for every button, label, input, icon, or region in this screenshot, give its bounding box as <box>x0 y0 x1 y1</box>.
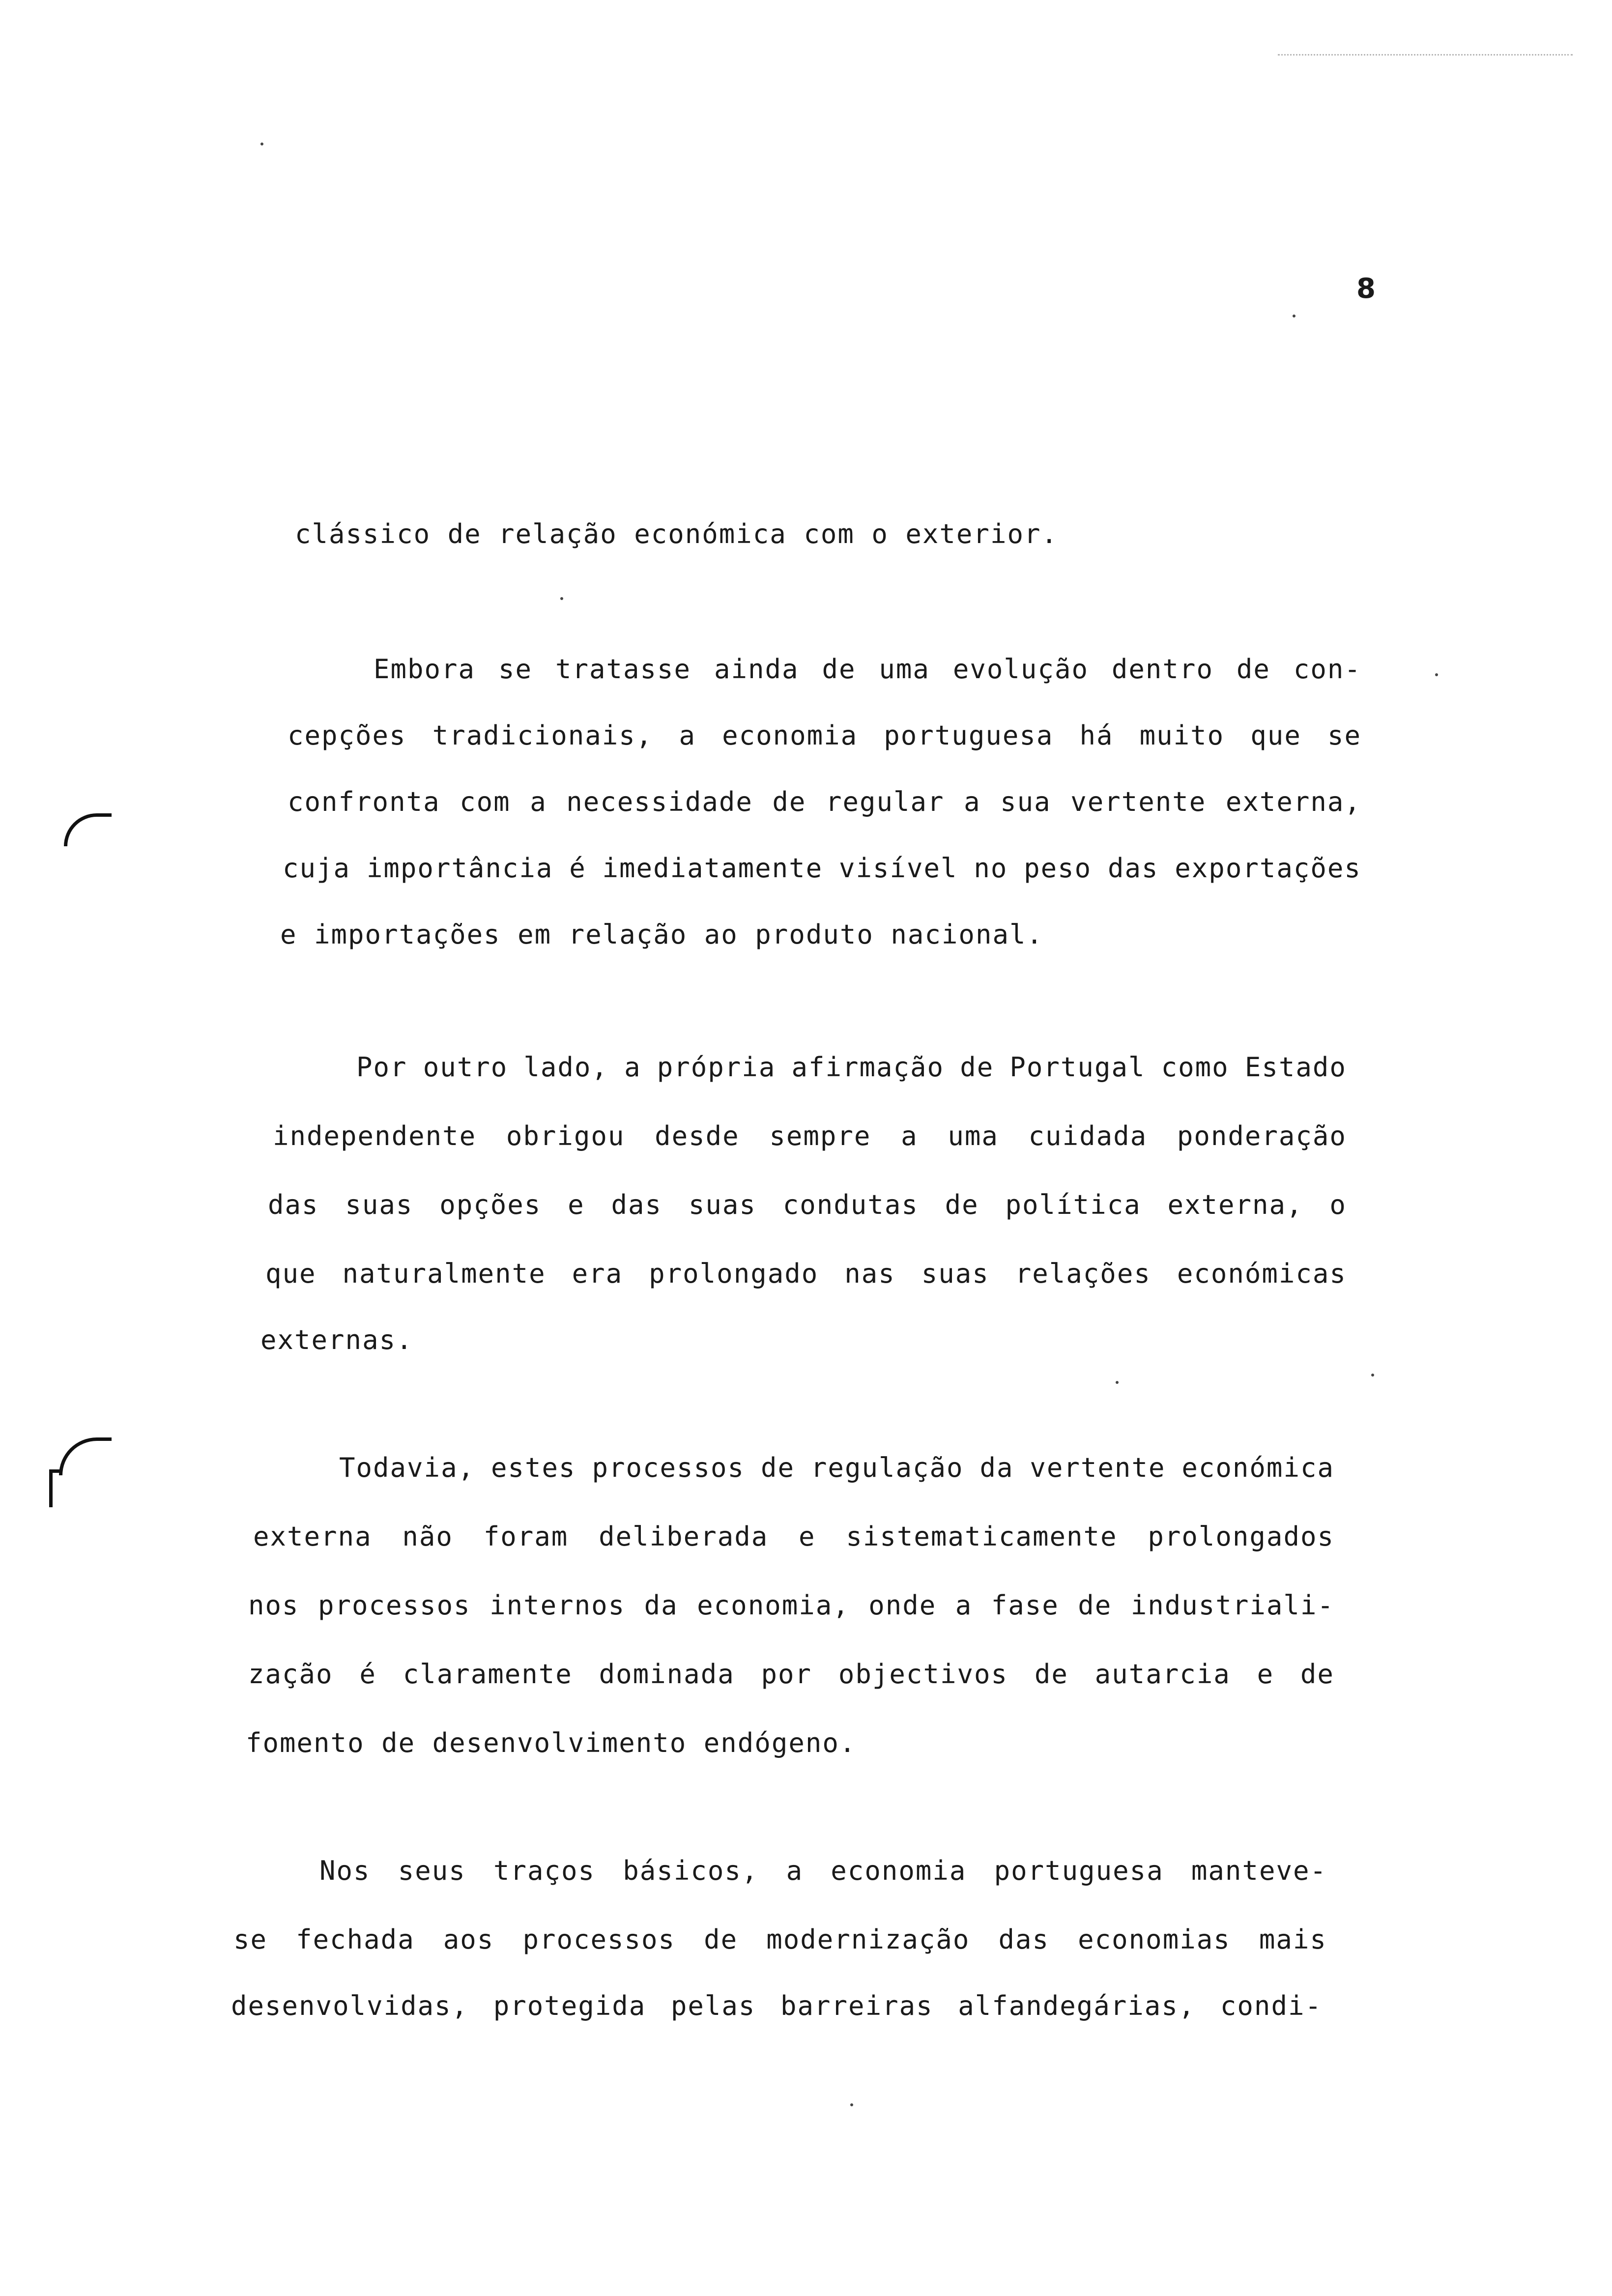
word: lado, <box>523 1052 608 1083</box>
word: desenvolvidas, <box>231 1990 469 2021</box>
page-number: 8 <box>1356 273 1376 305</box>
word: evolução <box>952 654 1089 685</box>
word: pelas <box>670 1990 756 2021</box>
word: é <box>359 1659 376 1690</box>
text-line <box>268 1189 1347 1220</box>
word: alfandegárias, <box>958 1990 1196 2021</box>
text-line <box>231 1990 1322 2021</box>
word: suas <box>345 1189 413 1220</box>
scan-speck <box>1371 1374 1374 1377</box>
word: muito <box>1139 720 1225 751</box>
word: de <box>1034 1659 1068 1690</box>
word: sempre <box>769 1120 871 1151</box>
text-line: externas. <box>260 1324 413 1355</box>
scan-speck <box>850 2103 853 2106</box>
word: Portugal <box>1009 1052 1146 1083</box>
text-line <box>248 1661 1334 1688</box>
word: regular <box>825 786 945 817</box>
word: externa, <box>1225 786 1361 817</box>
text-line <box>283 855 1361 882</box>
word: estes <box>491 1452 576 1483</box>
word: sistematicamente <box>846 1521 1118 1552</box>
word: traços <box>493 1855 596 1886</box>
word: outro <box>423 1052 508 1083</box>
text-line <box>265 1258 1347 1289</box>
word: relações <box>1015 1258 1151 1289</box>
word: que <box>1250 720 1301 751</box>
word: não <box>402 1521 453 1552</box>
word: externa <box>253 1521 372 1552</box>
word: tratasse <box>555 654 691 685</box>
word: se <box>1327 720 1361 751</box>
word: autarcia <box>1094 1659 1231 1690</box>
word: internos <box>489 1590 626 1621</box>
word: seus <box>398 1855 466 1886</box>
word: prolongado <box>649 1258 819 1289</box>
word: economia <box>722 720 858 751</box>
word: que <box>265 1258 317 1289</box>
scan-speck <box>1435 673 1438 676</box>
text-line <box>374 656 1361 683</box>
word: tradicionais, <box>432 720 653 751</box>
scan-speck <box>1293 315 1295 317</box>
word: deliberada <box>599 1521 769 1552</box>
word: própria <box>657 1052 776 1083</box>
word: afirmação <box>791 1052 945 1083</box>
word: de <box>822 654 856 685</box>
word: de <box>1236 654 1270 685</box>
word: com <box>460 786 511 817</box>
word: por <box>761 1659 812 1690</box>
text-line: e importações em relação ao produto nacional. <box>280 919 1043 950</box>
word: claramente <box>403 1659 573 1690</box>
word: obrigou <box>506 1120 625 1151</box>
word: no <box>974 853 1008 884</box>
word: cuidada <box>1028 1120 1148 1151</box>
word: condutas <box>782 1189 919 1220</box>
word: uma <box>948 1120 999 1151</box>
word: é <box>569 853 586 884</box>
word: barreiras <box>780 1990 933 2021</box>
word: dominada <box>599 1659 735 1690</box>
word: nas <box>844 1258 895 1289</box>
text-line <box>319 1855 1327 1886</box>
word: dentro <box>1111 654 1213 685</box>
word: prolongados <box>1148 1521 1334 1552</box>
word: das <box>611 1189 662 1220</box>
word: das <box>268 1189 319 1220</box>
margin-mark <box>64 813 112 846</box>
word: Todavia, <box>339 1452 475 1483</box>
word: zação <box>248 1659 333 1690</box>
word: básicos, <box>623 1855 759 1886</box>
word: necessidade <box>566 786 753 817</box>
word: mais <box>1259 1924 1327 1955</box>
text-line <box>233 1926 1327 1953</box>
word: suas <box>688 1189 756 1220</box>
word: foram <box>483 1521 569 1552</box>
word: manteve- <box>1191 1855 1327 1886</box>
text-line: clássico de relação económica com o exterior. <box>295 518 1058 549</box>
word: condi- <box>1220 1990 1322 2021</box>
word: a <box>530 786 547 817</box>
word: economia, <box>697 1590 850 1621</box>
word: Nos <box>319 1855 371 1886</box>
word: de <box>1300 1659 1334 1690</box>
margin-mark <box>59 1437 112 1475</box>
word: modernização <box>766 1924 970 1955</box>
word: suas <box>921 1258 989 1289</box>
word: política <box>1005 1189 1141 1220</box>
word: se <box>233 1924 268 1955</box>
word: opções <box>439 1189 542 1220</box>
word: Por <box>356 1052 407 1083</box>
word: de <box>772 786 806 817</box>
word: a <box>964 786 981 817</box>
word: visível <box>838 853 958 884</box>
word: e <box>568 1189 585 1220</box>
word: confronta <box>288 786 440 817</box>
word: processos <box>318 1590 471 1621</box>
word: a <box>955 1590 973 1621</box>
word: sua <box>1000 786 1051 817</box>
word: Estado <box>1244 1052 1347 1083</box>
word: fase <box>991 1590 1059 1621</box>
text-line <box>339 1452 1334 1483</box>
word: naturalmente <box>342 1258 546 1289</box>
text-line: fomento de desenvolvimento endógeno. <box>246 1727 857 1758</box>
word: o <box>1329 1189 1347 1220</box>
word: con- <box>1293 654 1361 685</box>
word: de <box>760 1452 795 1483</box>
word: das <box>1107 853 1159 884</box>
word: portuguesa <box>994 1855 1164 1886</box>
word: onde <box>868 1590 937 1621</box>
scan-speck <box>260 143 263 145</box>
word: importância <box>366 853 553 884</box>
word: economias <box>1078 1924 1231 1955</box>
scan-artifact <box>1278 34 1573 56</box>
word: de <box>945 1189 979 1220</box>
text-line <box>248 1592 1334 1619</box>
word: aos <box>443 1924 494 1955</box>
word: económica <box>1181 1452 1334 1483</box>
word: economia <box>831 1855 967 1886</box>
word: peso <box>1024 853 1092 884</box>
word: independente <box>273 1120 477 1151</box>
word: industriali- <box>1130 1590 1334 1621</box>
word: portuguesa <box>884 720 1054 751</box>
word: económicas <box>1177 1258 1347 1289</box>
word: e <box>799 1521 816 1552</box>
scan-speck <box>560 597 563 600</box>
word: nos <box>248 1590 299 1621</box>
word: de <box>704 1924 738 1955</box>
word: cuja <box>283 853 351 884</box>
word: a <box>679 720 696 751</box>
word: externa, <box>1167 1189 1303 1220</box>
word: processos <box>592 1452 745 1483</box>
word: a <box>624 1052 641 1083</box>
word: desde <box>655 1120 740 1151</box>
word: era <box>572 1258 623 1289</box>
word: da <box>644 1590 678 1621</box>
word: como <box>1161 1052 1229 1083</box>
margin-mark <box>49 1469 62 1507</box>
word: a <box>901 1120 918 1151</box>
word: exportações <box>1175 853 1361 884</box>
word: vertente <box>1070 786 1207 817</box>
word: imediatamente <box>602 853 823 884</box>
word: processos <box>522 1924 676 1955</box>
scan-speck <box>1116 1381 1119 1384</box>
word: fechada <box>296 1924 415 1955</box>
word: objectivos <box>838 1659 1008 1690</box>
text-line <box>288 786 1361 817</box>
text-line <box>253 1523 1334 1550</box>
word: ainda <box>714 654 799 685</box>
text-line <box>273 1120 1347 1151</box>
text-line <box>356 1054 1347 1081</box>
text-line <box>288 722 1361 749</box>
word: da <box>979 1452 1014 1483</box>
word: Embora <box>374 654 476 685</box>
word: das <box>998 1924 1050 1955</box>
word: e <box>1257 1659 1274 1690</box>
word: de <box>960 1052 994 1083</box>
word: de <box>1078 1590 1112 1621</box>
word: há <box>1079 720 1114 751</box>
word: vertente <box>1030 1452 1166 1483</box>
word: cepções <box>288 720 406 751</box>
word: ponderação <box>1177 1120 1347 1151</box>
word: regulação <box>810 1452 964 1483</box>
word: protegida <box>493 1990 646 2021</box>
word: a <box>786 1855 804 1886</box>
word: uma <box>879 654 930 685</box>
word: se <box>498 654 533 685</box>
